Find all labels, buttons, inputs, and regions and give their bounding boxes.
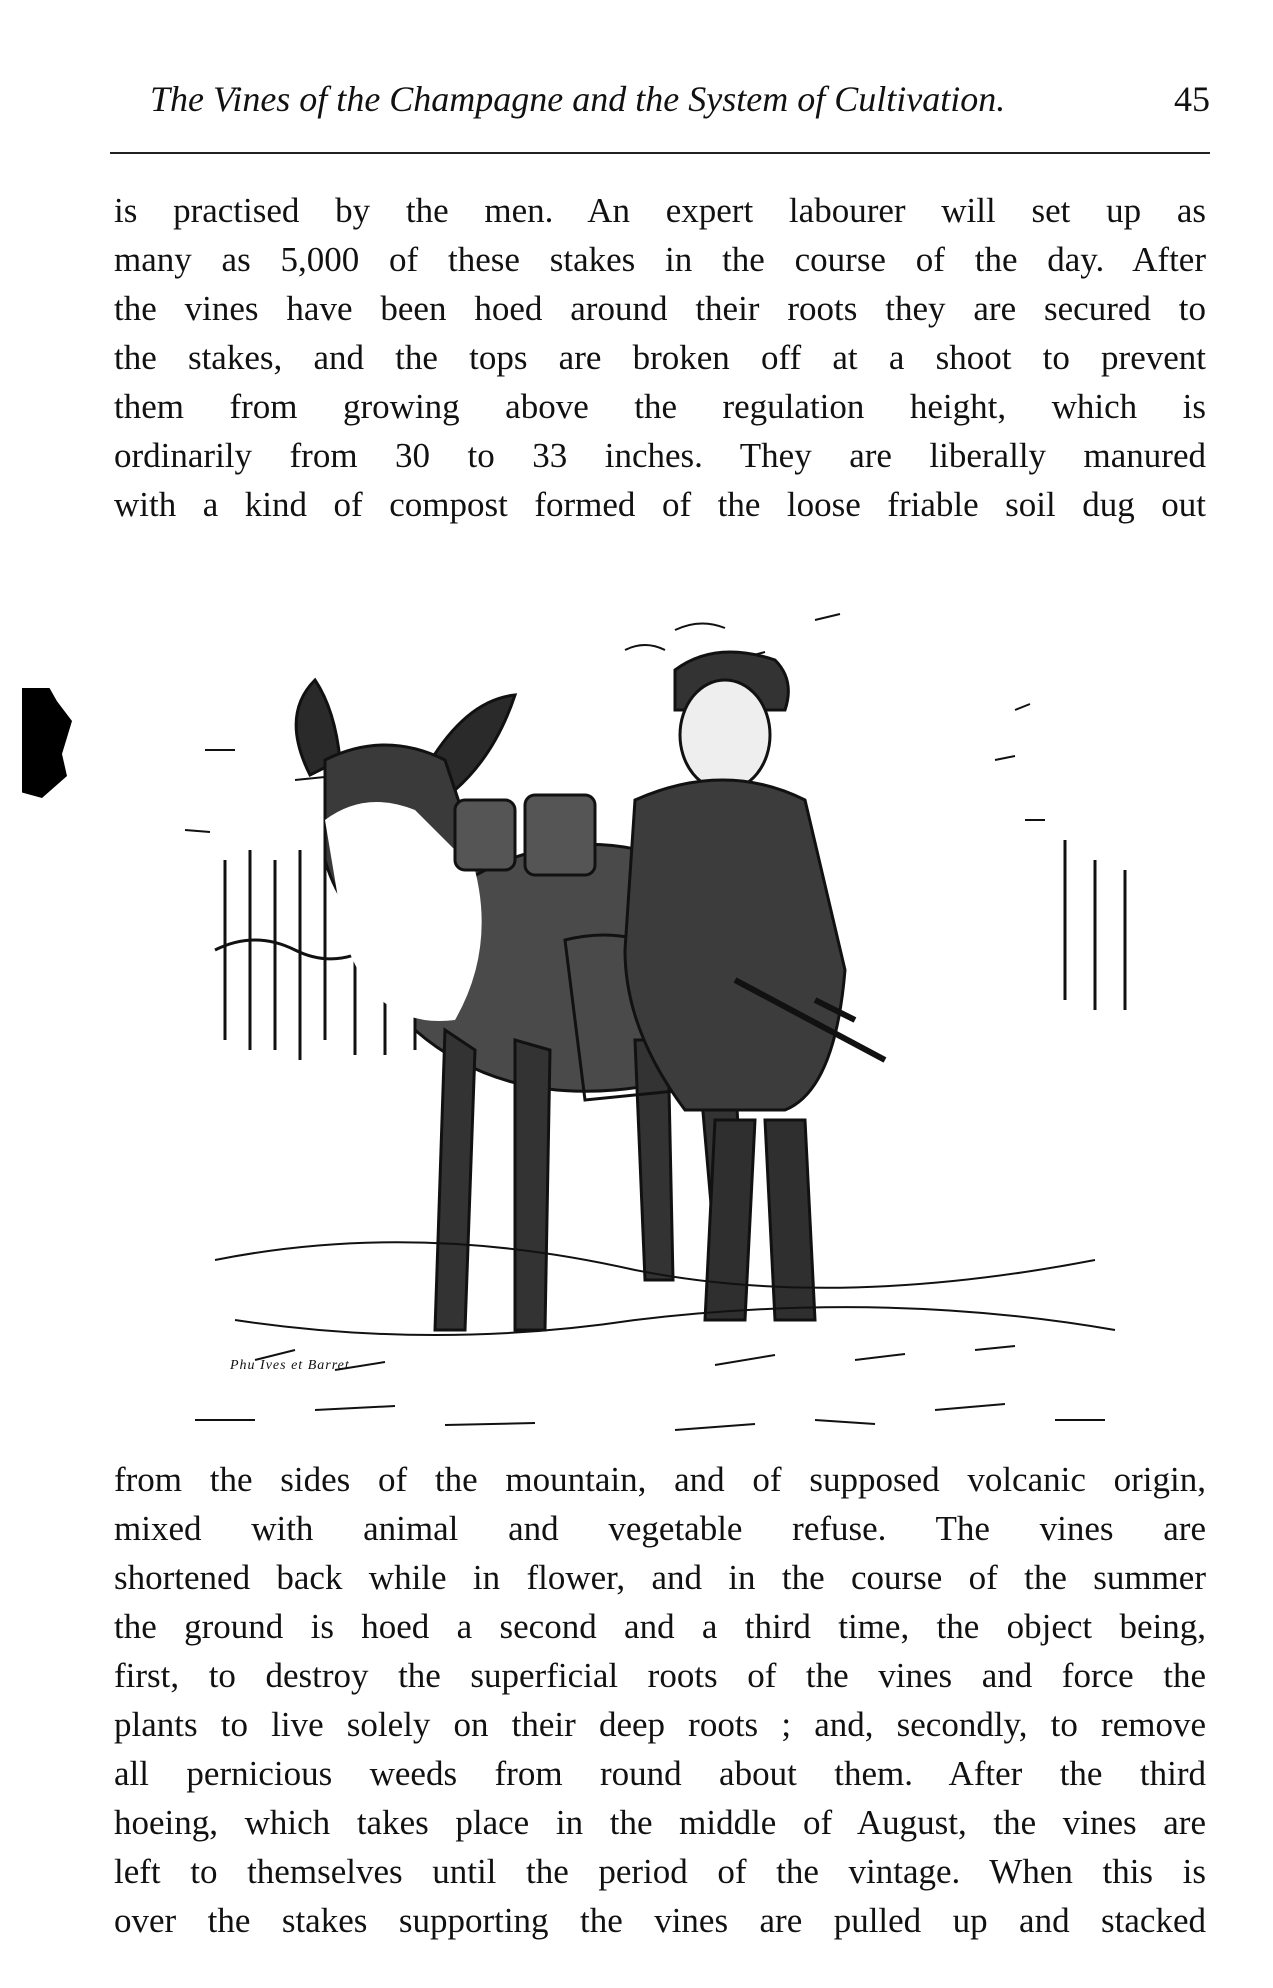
text-line: them from growing above the regulation height, which is (114, 387, 1206, 426)
header-rule (110, 152, 1210, 154)
paragraph-top (114, 186, 1206, 529)
text-line: ordinarily from 30 to 33 inches. They are liberally manured (114, 436, 1206, 475)
engraver-credit: Phu Ives et Barret (230, 1358, 350, 1373)
text-line: hoeing, which takes place in the middle of August, the vines are (114, 1803, 1206, 1842)
page-number: 45 (1174, 79, 1210, 119)
text-line: shortened back while in flower, and in the course of the summer (114, 1558, 1206, 1597)
text-line: all pernicious weeds from round about them. After the third (114, 1754, 1206, 1793)
running-header (110, 78, 1210, 120)
text-line: over the stakes supporting the vines are pulled up and stacked (114, 1901, 1206, 1940)
text-line: from the sides of the mountain, and of supposed volcanic origin, (114, 1460, 1206, 1499)
running-title: The Vines of the Champagne and the System of Cultivation. (150, 79, 1006, 119)
text-line: the ground is hoed a second and a third time, the object being, (114, 1607, 1206, 1646)
text-line: mixed with animal and vegetable refuse. The vines are (114, 1509, 1206, 1548)
text-line: left to themselves until the period of the vintage. When this is (114, 1852, 1206, 1891)
paragraph-bottom (114, 1455, 1206, 1945)
ink-blot (22, 688, 72, 798)
text-line: with a kind of compost formed of the loose friable soil dug out (114, 485, 1206, 524)
engraving-illustration (115, 560, 1215, 1440)
text-line: is practised by the men. An expert labourer will set up as (114, 191, 1206, 230)
text-line: first, to destroy the superficial roots of the vines and force the (114, 1656, 1206, 1695)
text-line: plants to live solely on their deep roots ; and, secondly, to remove (114, 1705, 1206, 1744)
text-line: the vines have been hoed around their roots they are secured to (114, 289, 1206, 328)
text-line: the stakes, and the tops are broken off at a shoot to prevent (114, 338, 1206, 377)
text-line: many as 5,000 of these stakes in the course of the day. After (114, 240, 1206, 279)
